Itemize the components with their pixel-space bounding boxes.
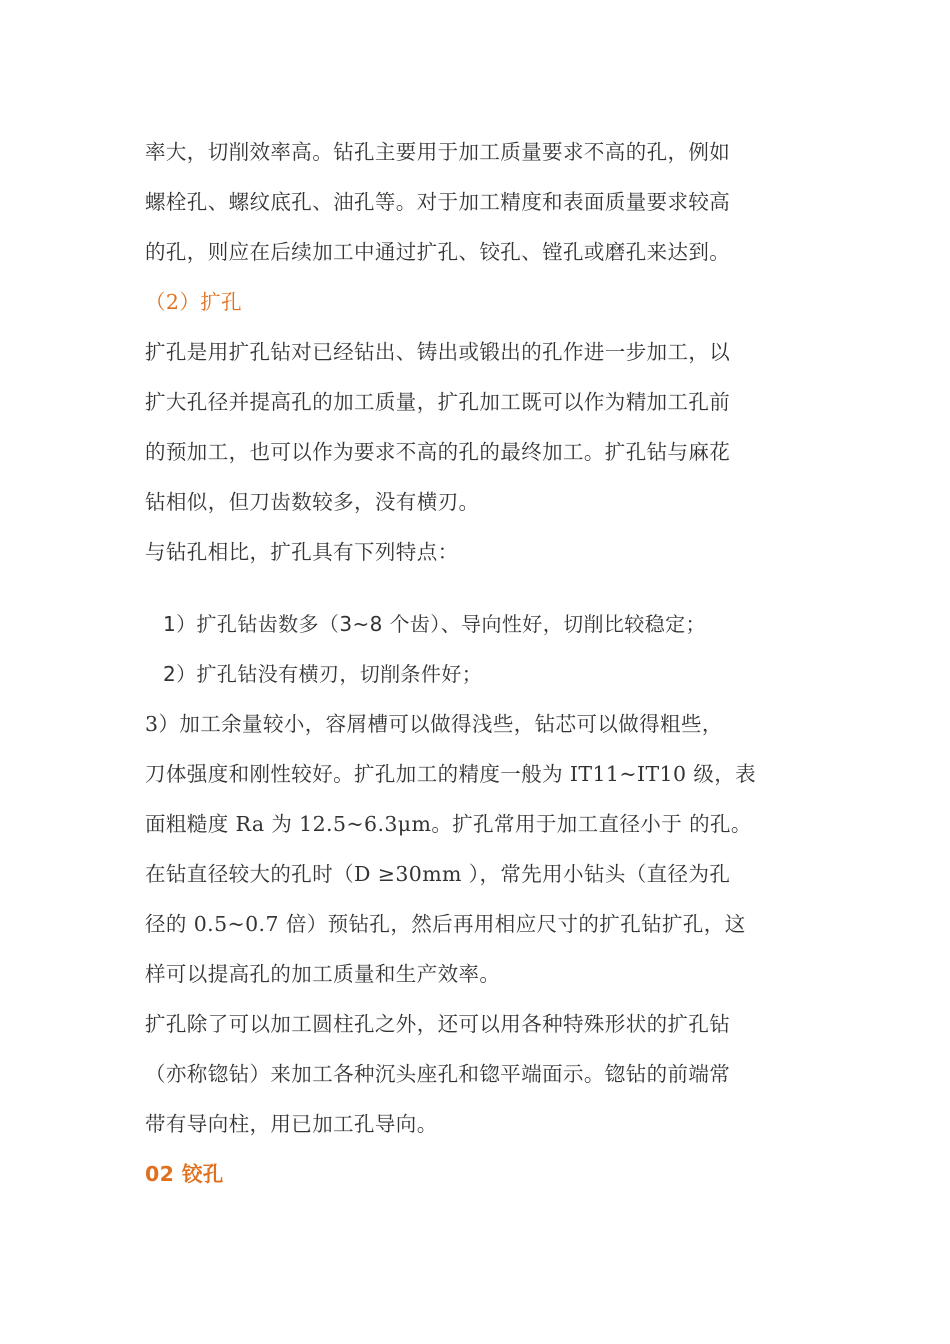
paragraph-line: 扩孔除了可以加工圆柱孔之外，还可以用各种特殊形状的扩孔钻: [145, 1012, 731, 1036]
paragraph-line: 带有导向柱，用已加工孔导向。: [145, 1112, 438, 1136]
paragraph-line: 率大，切削效率高。钻孔主要用于加工质量要求不高的孔，例如: [145, 140, 731, 164]
paragraph-line: 与钻孔相比，扩孔具有下列特点：: [145, 540, 459, 564]
paragraph-line: 钻相似，但刀齿数较多，没有横刃。: [145, 490, 480, 514]
paragraph-line: 3）加工余量较小，容屑槽可以做得浅些，钻芯可以做得粗些，: [145, 712, 723, 736]
paragraph-line: 的预加工，也可以作为要求不高的孔的最终加工。扩孔钻与麻花: [145, 440, 731, 464]
section-heading-jiaokong: 02 铰孔: [145, 1162, 224, 1186]
paragraph-line: 扩大孔径并提高孔的加工质量，扩孔加工既可以作为精加工孔前: [145, 390, 731, 414]
paragraph-line: 刀体强度和刚性较好。扩孔加工的精度一般为 IT11~IT10 级，表: [145, 762, 757, 786]
list-item: 1）扩孔钻齿数多（3~8 个齿）、导向性好，切削比较稳定；: [163, 612, 706, 636]
paragraph-line: 扩孔是用扩孔钻对已经钻出、铸出或锻出的孔作进一步加工，以: [145, 340, 731, 364]
paragraph-line: 径的 0.5~0.7 倍）预钻孔，然后再用相应尺寸的扩孔钻扩孔，这: [145, 912, 746, 936]
paragraph-line: 螺栓孔、螺纹底孔、油孔等。对于加工精度和表面质量要求较高: [145, 190, 731, 214]
paragraph-line: （亦称锪钻）来加工各种沉头座孔和锪平端面示。锪钻的前端常: [145, 1062, 731, 1086]
list-item: 2）扩孔钻没有横刃，切削条件好；: [163, 662, 483, 686]
paragraph-line: 的孔，则应在后续加工中通过扩孔、铰孔、镗孔或磨孔来达到。: [145, 240, 731, 264]
section-heading-kuokong: （2）扩孔: [145, 290, 243, 314]
document-page: [145, 127, 815, 1199]
spacer: [145, 577, 815, 599]
paragraph-line: 样可以提高孔的加工质量和生产效率。: [145, 962, 501, 986]
paragraph-line: 在钻直径较大的孔时（D ≥30mm ），常先用小钻头（直径为孔: [145, 862, 731, 886]
paragraph-line: 面粗糙度 Ra 为 12.5~6.3μm。扩孔常用于加工直径小于 的孔。: [145, 812, 752, 836]
